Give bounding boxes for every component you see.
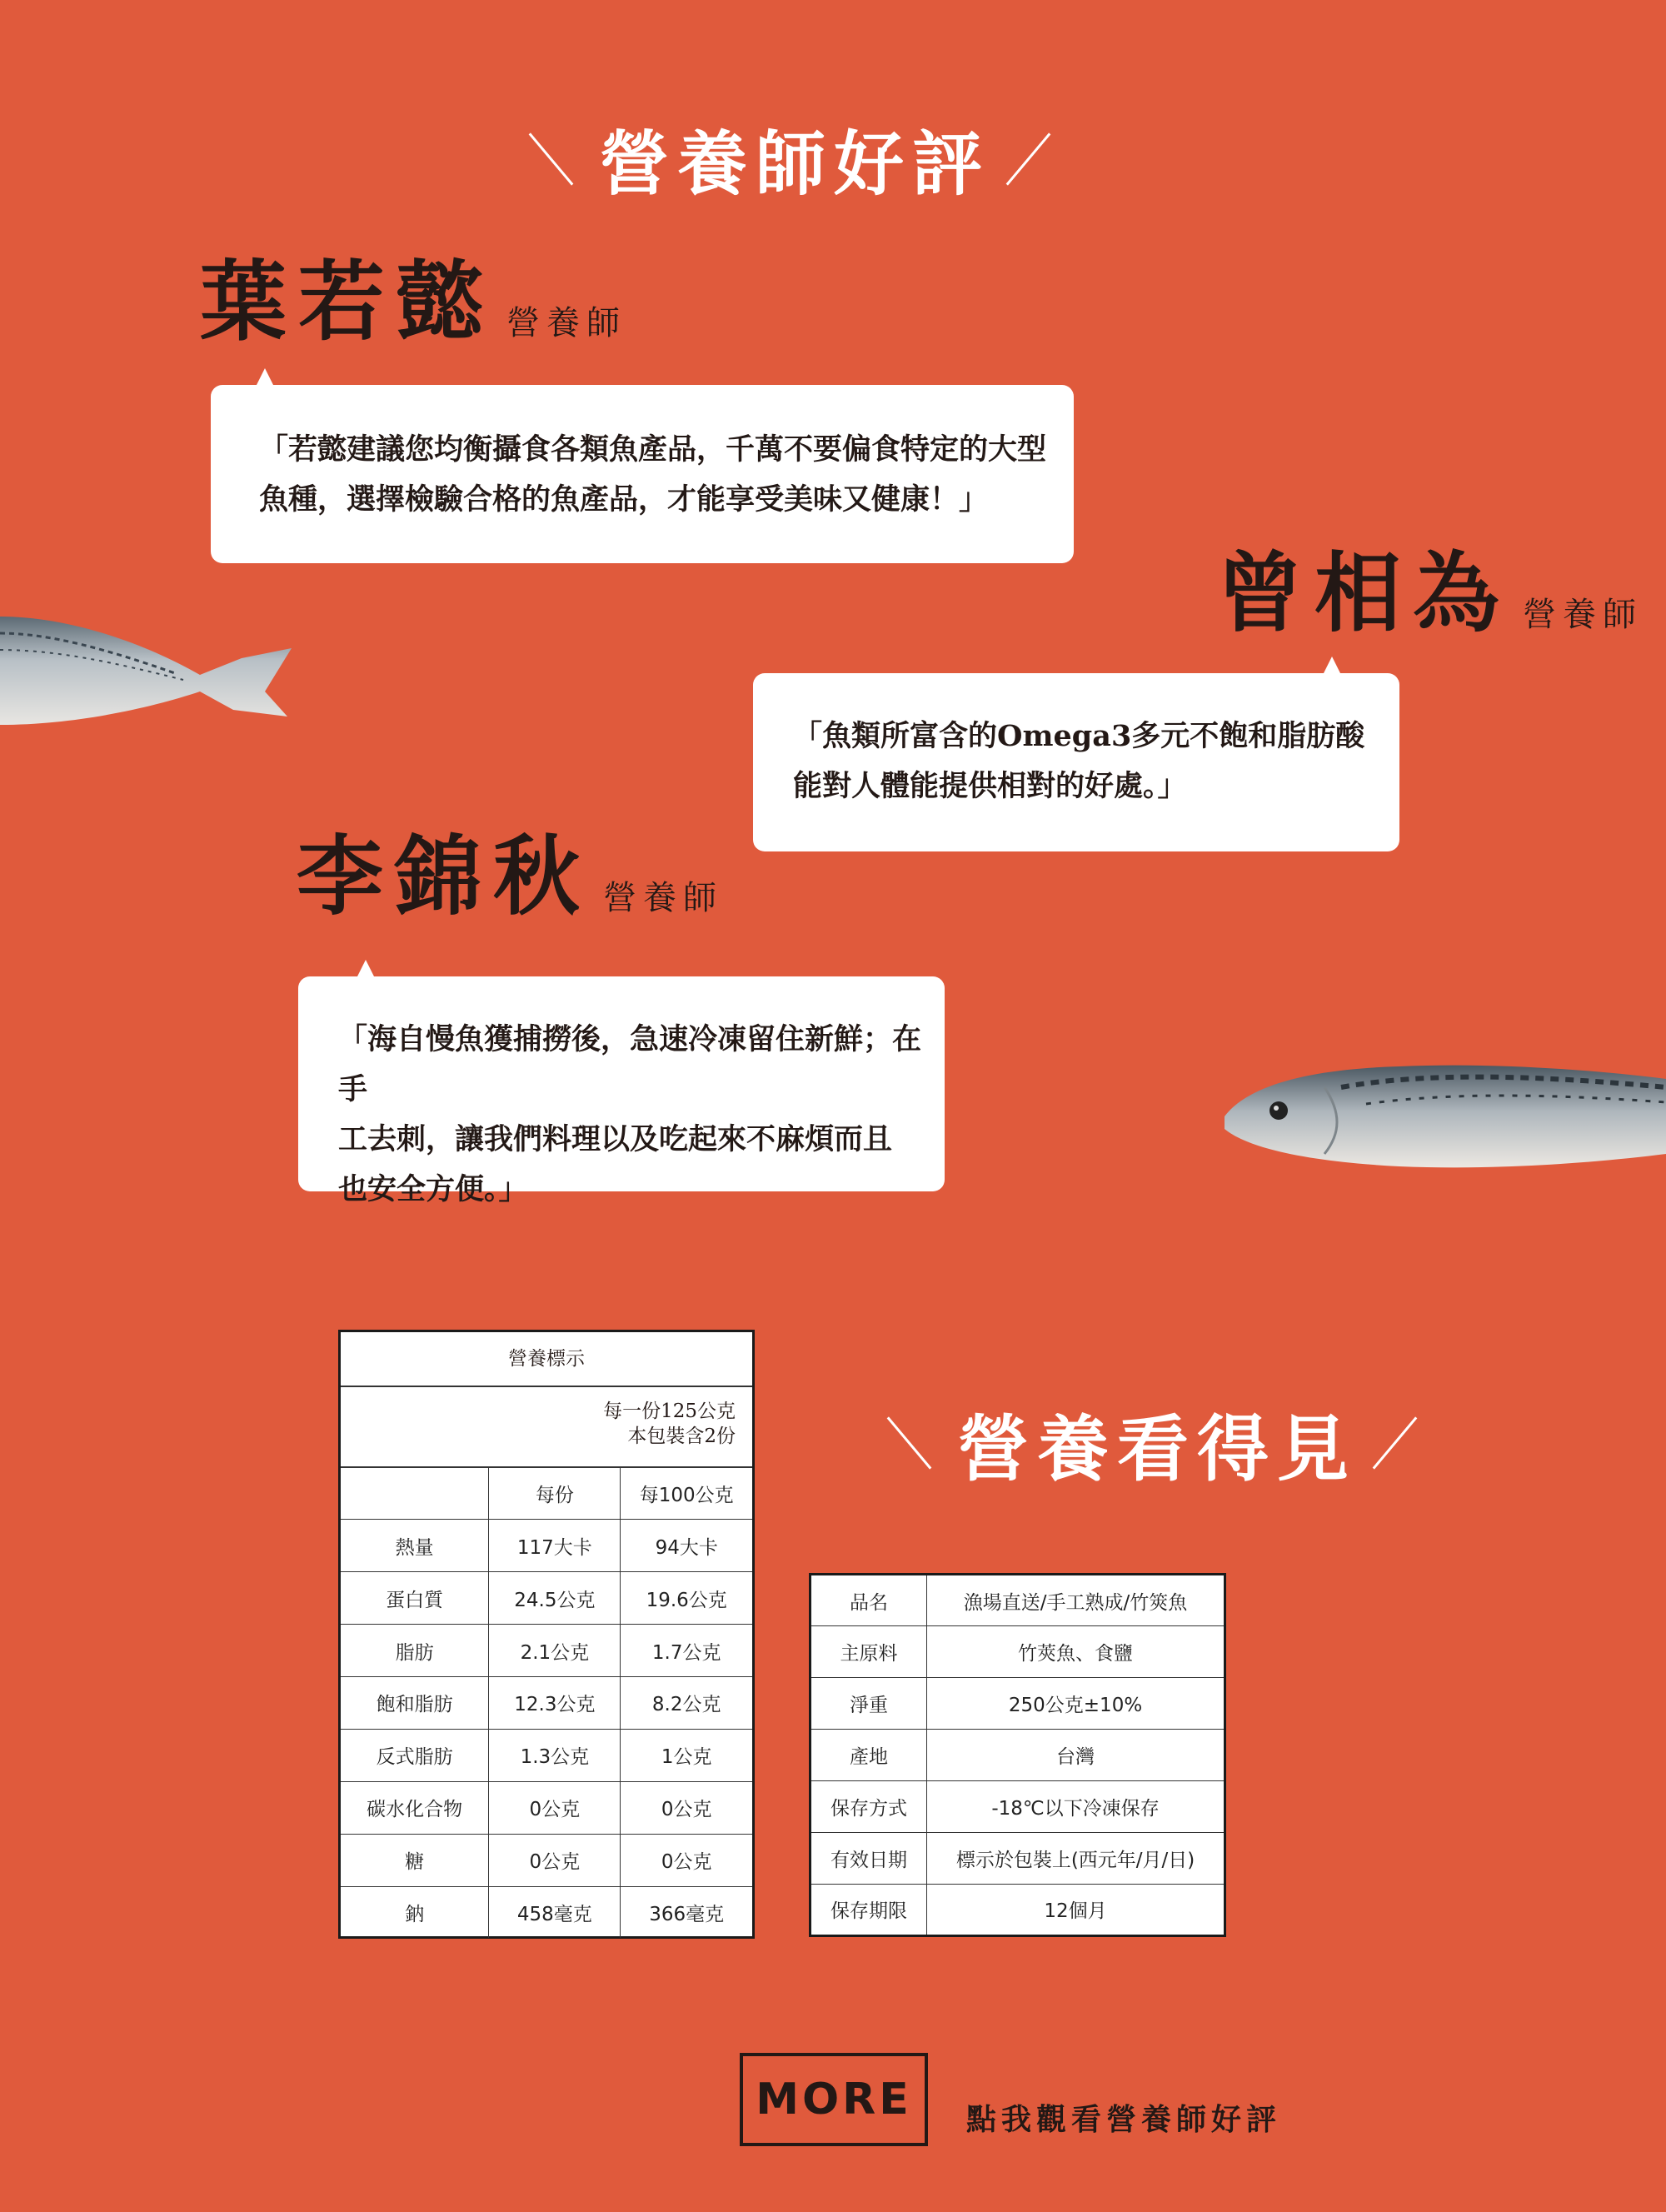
table-row xyxy=(811,1575,1224,1626)
info-label: 有效日期 xyxy=(811,1832,927,1884)
info-label: 保存方式 xyxy=(811,1780,927,1832)
title-slash-right xyxy=(1006,132,1051,185)
product-info-table xyxy=(809,1573,1226,1937)
nutrient-value: 8.2公克 xyxy=(621,1677,752,1730)
nutrient-label: 鈉 xyxy=(341,1886,489,1938)
nutrient-value: 19.6公克 xyxy=(621,1572,752,1625)
nutrient-value: 0公克 xyxy=(621,1834,752,1886)
serving-size: 每一份125公克 xyxy=(603,1401,736,1422)
reviewer-name-1 xyxy=(200,250,627,352)
table-row xyxy=(341,1834,752,1886)
nutrient-label: 熱量 xyxy=(341,1520,489,1572)
nutrient-value: 1.7公克 xyxy=(621,1625,752,1677)
info-value: -18℃以下冷凍保存 xyxy=(927,1780,1224,1832)
column-header-per-serving: 每份 xyxy=(489,1468,621,1520)
table-row xyxy=(341,1572,752,1625)
reviews-title-text: 營養師好評 xyxy=(599,122,991,205)
review-quote-3: 「海自慢魚獲捕撈後，急速冷凍留住新鮮；在手 工去刺，讓我們料理以及吃起來不麻煩而且 也安全方便。」 xyxy=(338,1022,922,1206)
info-label: 品名 xyxy=(811,1575,927,1626)
table-row xyxy=(811,1780,1224,1832)
nutrition-table-title: 營養標示 xyxy=(341,1332,752,1387)
bubble-tail xyxy=(256,368,274,387)
more-button[interactable] xyxy=(740,2053,928,2146)
more-link-text[interactable]: 點我觀看營養師好評 xyxy=(966,2103,1282,2137)
review-bubble-3 xyxy=(298,976,945,1206)
bubble-tail xyxy=(1323,657,1341,675)
nutrient-label: 飽和脂肪 xyxy=(341,1677,489,1730)
nutrient-label: 糖 xyxy=(341,1834,489,1886)
table-row xyxy=(341,1886,752,1938)
nutrient-label: 碳水化合物 xyxy=(341,1781,489,1834)
servings-per-package: 本包裝含2份 xyxy=(627,1426,736,1447)
nutrient-value: 1.3公克 xyxy=(489,1729,621,1781)
nutrient-value: 0公克 xyxy=(489,1781,621,1834)
product-info-grid xyxy=(811,1575,1224,1935)
review-quote-1: 「若懿建議您均衡攝食各類魚產品，千萬不要偏食特定的大型 魚種，選擇檢驗合格的魚產品，才能享受美味又健康！」 xyxy=(259,432,1047,517)
mackerel-fish-tail xyxy=(0,608,300,733)
reviewer-role: 營養師 xyxy=(1523,596,1644,634)
info-value: 台灣 xyxy=(927,1730,1224,1781)
table-row xyxy=(341,1781,752,1834)
info-value: 標示於包裝上(西元年/月/日) xyxy=(927,1832,1224,1884)
nutrient-value: 458毫克 xyxy=(489,1886,621,1938)
nutrition-section-title xyxy=(908,1391,1396,1495)
review-bubble-2 xyxy=(753,673,1399,851)
table-header-row xyxy=(341,1468,752,1520)
review-bubble-1 xyxy=(211,385,1074,563)
nutrient-value: 0公克 xyxy=(489,1834,621,1886)
nutrient-value: 366毫克 xyxy=(621,1886,752,1938)
reviews-section-title xyxy=(550,108,1030,209)
info-value: 250公克±10% xyxy=(927,1678,1224,1730)
table-row xyxy=(811,1730,1224,1781)
table-row xyxy=(811,1832,1224,1884)
table-row xyxy=(341,1729,752,1781)
nutrient-value: 24.5公克 xyxy=(489,1572,621,1625)
reviewer-name-text: 葉若懿 xyxy=(200,250,496,352)
nutrition-grid xyxy=(341,1468,752,1938)
info-value: 竹莢魚、食鹽 xyxy=(927,1626,1224,1678)
nutrient-label: 蛋白質 xyxy=(341,1572,489,1625)
table-row xyxy=(811,1884,1224,1935)
nutrient-label: 脂肪 xyxy=(341,1625,489,1677)
nutrient-value: 12.3公克 xyxy=(489,1677,621,1730)
nutrient-label: 反式脂肪 xyxy=(341,1729,489,1781)
title-slash-left xyxy=(887,1416,932,1469)
info-value: 漁場直送/手工熟成/竹筴魚 xyxy=(927,1575,1224,1626)
reviewer-name-text: 曾相為 xyxy=(1216,542,1512,644)
table-row xyxy=(341,1677,752,1730)
nutrient-value: 0公克 xyxy=(621,1781,752,1834)
column-header-per-100g: 每100公克 xyxy=(621,1468,752,1520)
nutrient-value: 1公克 xyxy=(621,1729,752,1781)
title-slash-right xyxy=(1373,1416,1418,1469)
table-row xyxy=(811,1626,1224,1678)
reviewer-role: 營養師 xyxy=(603,879,724,917)
reviewer-name-3 xyxy=(297,825,724,927)
info-label: 產地 xyxy=(811,1730,927,1781)
reviewer-name-text: 李錦秋 xyxy=(297,825,592,927)
nutrient-value: 117大卡 xyxy=(489,1520,621,1572)
table-row xyxy=(341,1520,752,1572)
table-row xyxy=(341,1625,752,1677)
table-row xyxy=(811,1678,1224,1730)
info-value: 12個月 xyxy=(927,1884,1224,1935)
info-label: 主原料 xyxy=(811,1626,927,1678)
reviewer-name-2 xyxy=(1216,542,1644,644)
more-button-label: MORE xyxy=(756,2075,912,2125)
nutrition-facts-table xyxy=(338,1330,755,1939)
table-cell xyxy=(341,1468,489,1520)
mackerel-fish-head xyxy=(1216,1037,1666,1187)
serving-info xyxy=(341,1387,752,1468)
info-label: 保存期限 xyxy=(811,1884,927,1935)
info-label: 淨重 xyxy=(811,1678,927,1730)
title-slash-left xyxy=(529,132,574,185)
reviewer-role: 營養師 xyxy=(506,304,627,342)
nutrient-value: 94大卡 xyxy=(621,1520,752,1572)
nutrient-value: 2.1公克 xyxy=(489,1625,621,1677)
review-quote-2: 「魚類所富含的Omega3多元不飽和脂肪酸 能對人體能提供相對的好處。」 xyxy=(793,719,1365,803)
bubble-tail xyxy=(357,960,375,978)
nutrition-title-text: 營養看得見 xyxy=(957,1407,1357,1491)
